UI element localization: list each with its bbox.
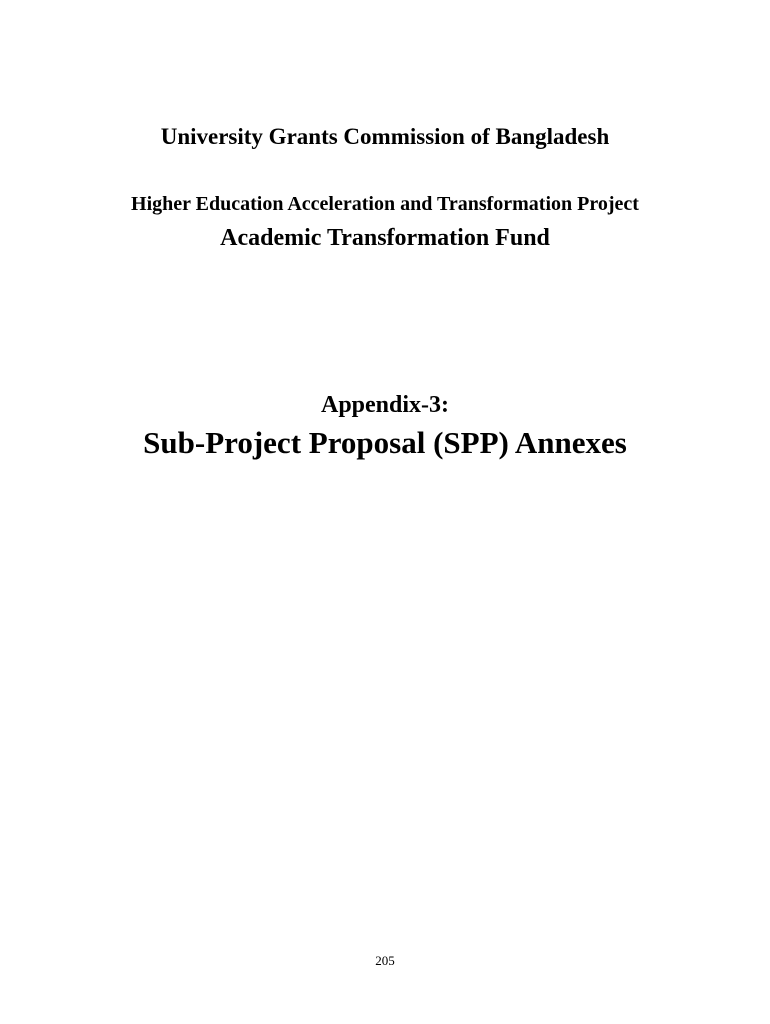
fund-heading: Academic Transformation Fund [220, 225, 550, 251]
project-heading: Higher Education Acceleration and Transformation Project [131, 193, 639, 215]
page-number: 205 [375, 953, 395, 968]
appendix-title: Sub-Project Proposal (SPP) Annexes [143, 425, 627, 460]
organization-heading: University Grants Commission of Bangladesh [160, 124, 610, 149]
appendix-label: Appendix-3: [320, 392, 450, 418]
